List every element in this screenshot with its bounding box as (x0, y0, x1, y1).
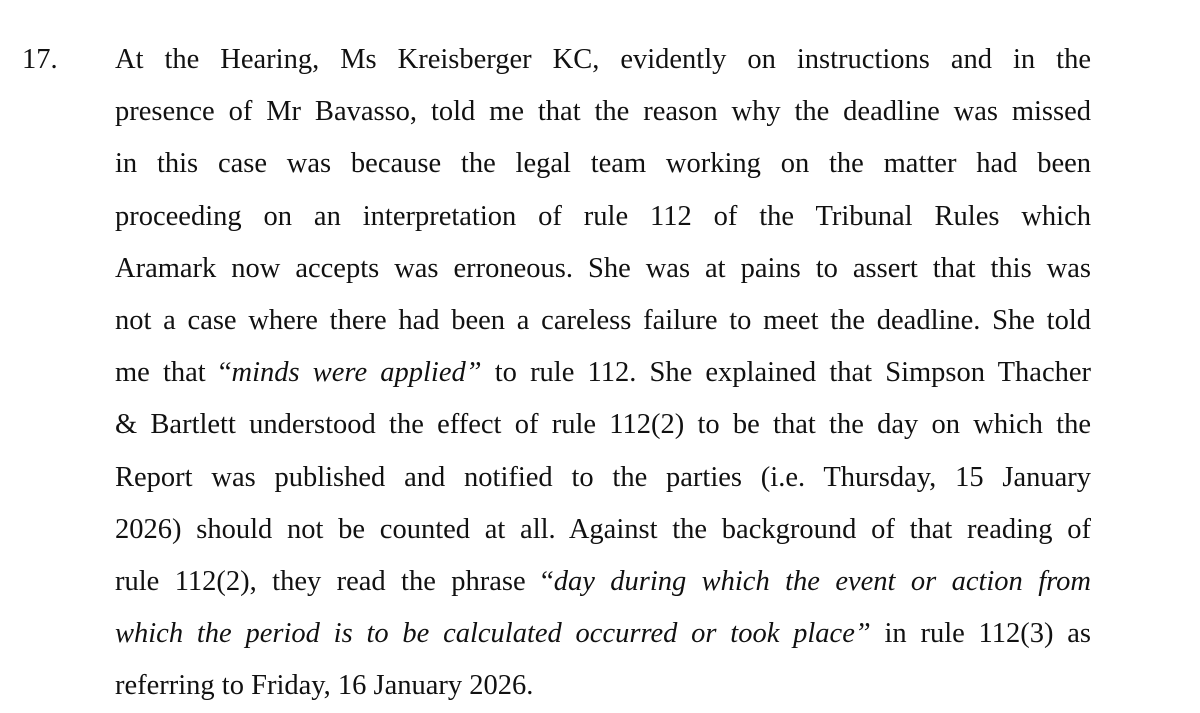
text-line (115, 191, 1091, 243)
text-segment: rule 112(2), they read the phrase “ (115, 565, 554, 597)
text-segment: not a case where there had been a careless failure to meet the deadline. She told (115, 304, 1091, 336)
text-line (115, 34, 1091, 86)
text-segment: Report was published and notified to the parties (i.e. Thursday, 15 January (115, 461, 1091, 493)
text-line (115, 243, 1091, 295)
text-line (115, 452, 1091, 504)
text-line (115, 660, 1091, 712)
text-segment: to rule 112. She explained that Simpson Thacher (481, 357, 1091, 389)
italic-quote-segment: which the period is to be calculated occurred or took place” (115, 618, 871, 650)
text-segment: At the Hearing, Ms Kreisberger KC, evidently on instructions and in the (115, 44, 1091, 75)
text-segment: presence of Mr Bavasso, told me that the reason why the deadline was missed (115, 96, 1091, 128)
text-line (115, 399, 1091, 451)
text-segment: me that “ (115, 357, 232, 389)
paragraph-number: 17. (22, 44, 58, 75)
text-line (115, 608, 1091, 660)
text-segment: & Bartlett understood the effect of rule 112(2) to be that the day on which the (115, 409, 1091, 441)
paragraph-body (115, 34, 1091, 712)
text-line (115, 86, 1091, 138)
italic-quote-segment: minds were applied” (231, 357, 482, 389)
text-segment: referring to Friday, 16 January 2026. (115, 670, 534, 702)
text-line (115, 295, 1091, 347)
text-line (115, 347, 1091, 399)
text-segment: in this case was because the legal team working on the matter had been (115, 148, 1091, 180)
text-segment: Aramark now accepts was erroneous. She was at pains to assert that this was (115, 252, 1091, 284)
text-segment: proceeding on an interpretation of rule 112 of the Tribunal Rules which (115, 200, 1091, 232)
text-line (115, 504, 1091, 556)
text-line (115, 138, 1091, 190)
text-segment: in rule 112(3) as (870, 618, 1091, 650)
text-line (115, 556, 1091, 608)
text-segment: 2026) should not be counted at all. Against the background of that reading of (115, 513, 1091, 545)
italic-quote-segment: day during which the event or action from (553, 565, 1091, 597)
